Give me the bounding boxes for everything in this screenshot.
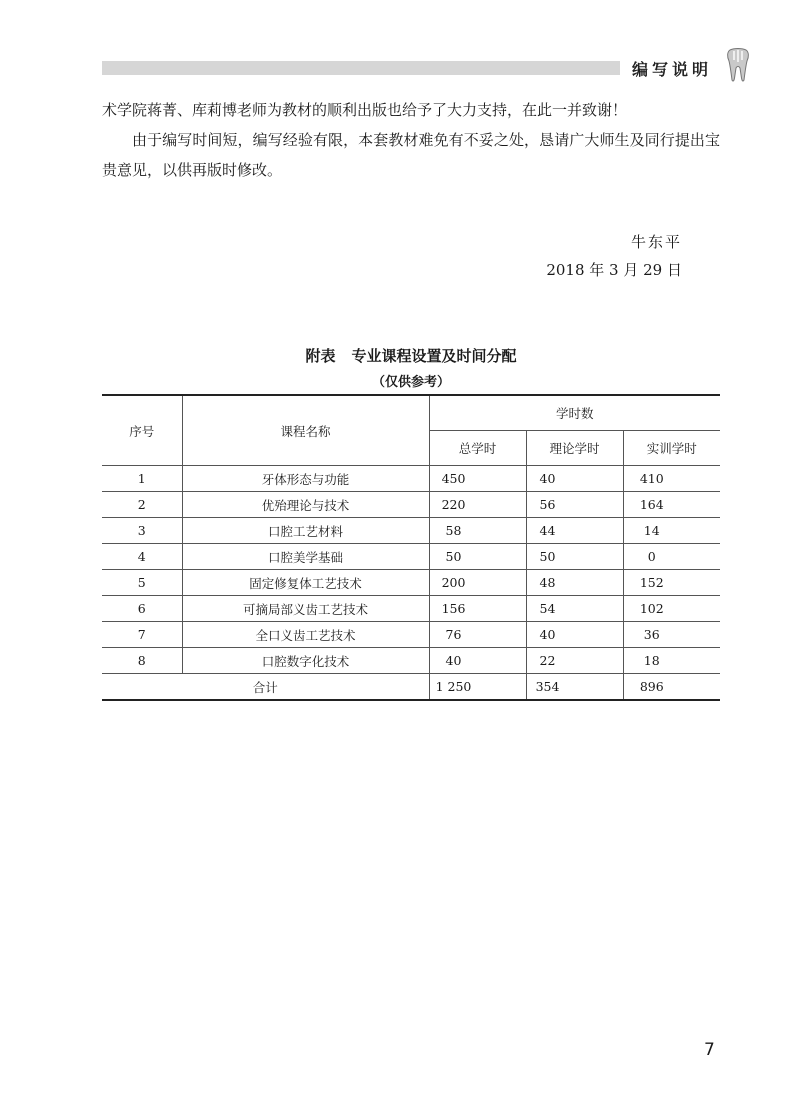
row-theory: 44 [526, 518, 623, 544]
total-theory: 354 [526, 674, 623, 701]
row-course: 固定修复体工艺技术 [182, 570, 429, 596]
total-hours: 1 250 [429, 674, 526, 701]
header-course: 课程名称 [182, 395, 429, 466]
row-theory: 56 [526, 492, 623, 518]
paragraph-acknowledgement: 术学院蒋菁、库莉博老师为教材的顺利出版也给予了大力支持，在此一并致谢！ [102, 101, 628, 119]
row-course: 口腔美学基础 [182, 544, 429, 570]
row-index: 8 [102, 648, 182, 674]
table-title-text: 专业课程设置及时间分配 [351, 347, 517, 365]
course-schedule-table [102, 394, 720, 701]
header-practice: 实训学时 [623, 431, 720, 466]
row-index: 4 [102, 544, 182, 570]
row-course: 牙体形态与功能 [182, 466, 429, 492]
row-practice: 164 [623, 492, 720, 518]
row-theory: 22 [526, 648, 623, 674]
total-practice: 896 [623, 674, 720, 701]
table-row [102, 596, 720, 622]
row-course: 全口义齿工艺技术 [182, 622, 429, 648]
header-theory: 理论学时 [526, 431, 623, 466]
running-header-title: 编写说明 [632, 60, 713, 79]
row-index: 6 [102, 596, 182, 622]
row-practice: 18 [623, 648, 720, 674]
table-header-row [102, 395, 720, 431]
table-row [102, 648, 720, 674]
row-theory: 54 [526, 596, 623, 622]
row-practice: 152 [623, 570, 720, 596]
row-total: 156 [429, 596, 526, 622]
row-theory: 40 [526, 466, 623, 492]
tooth-icon [726, 48, 750, 82]
row-total: 76 [429, 622, 526, 648]
table-row [102, 570, 720, 596]
row-course: 口腔工艺材料 [182, 518, 429, 544]
row-theory: 40 [526, 622, 623, 648]
row-index: 1 [102, 466, 182, 492]
row-practice: 14 [623, 518, 720, 544]
row-course: 口腔数字化技术 [182, 648, 429, 674]
signature-date: 2018 年 3 月 29 日 [546, 261, 682, 279]
row-total: 58 [429, 518, 526, 544]
table-row [102, 622, 720, 648]
page-number: 7 [704, 1040, 715, 1060]
row-course: 可摘局部义齿工艺技术 [182, 596, 429, 622]
row-theory: 48 [526, 570, 623, 596]
table-row [102, 492, 720, 518]
row-theory: 50 [526, 544, 623, 570]
row-practice: 102 [623, 596, 720, 622]
row-total: 200 [429, 570, 526, 596]
table-row [102, 544, 720, 570]
row-practice: 0 [623, 544, 720, 570]
table-title [102, 345, 720, 366]
row-practice: 410 [623, 466, 720, 492]
header-index: 序号 [102, 395, 182, 466]
row-index: 3 [102, 518, 182, 544]
table-label: 附表 [305, 347, 336, 365]
row-course: 优殆理论与技术 [182, 492, 429, 518]
header-total: 总学时 [429, 431, 526, 466]
header-rule-bar [102, 61, 620, 75]
row-practice: 36 [623, 622, 720, 648]
paragraph-feedback: 由于编写时间短，编写经验有限，本套教材难免有不妥之处，恳请广大师生及同行提出宝贵意见，以供再版时修改。 [102, 131, 720, 179]
signature-name: 牛东平 [630, 233, 682, 251]
header-hours: 学时数 [429, 395, 720, 431]
table-subtitle: （仅供参考） [371, 375, 450, 390]
row-total: 40 [429, 648, 526, 674]
row-index: 5 [102, 570, 182, 596]
table-row [102, 466, 720, 492]
table-total-row [102, 674, 720, 701]
table-row [102, 518, 720, 544]
row-index: 7 [102, 622, 182, 648]
row-index: 2 [102, 492, 182, 518]
row-total: 50 [429, 544, 526, 570]
total-label: 合计 [102, 674, 429, 701]
row-total: 450 [429, 466, 526, 492]
row-total: 220 [429, 492, 526, 518]
